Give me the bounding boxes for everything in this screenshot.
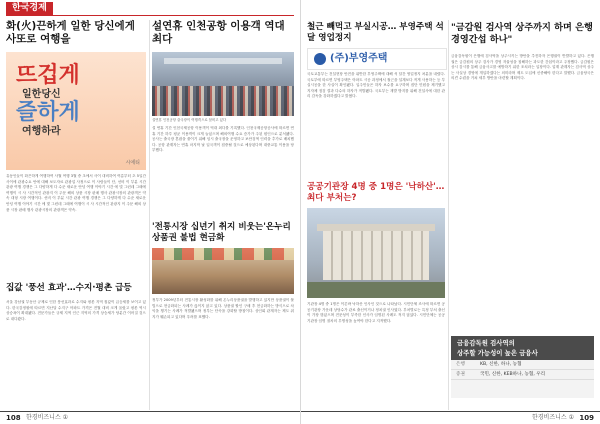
airport-crowd-photo [152,52,294,116]
info-row-value: 국민, 신한, KEB하나, 농협, 우리 [480,372,546,377]
headline-booyoung: 철근 빼먹고 부실시공… 부영주택 석달 영업정지 [307,22,444,43]
headline-fss: "금감원 검사역 상주까지 하며 은행 경영간섭 하나" [451,22,593,45]
info-box-header [451,336,594,360]
headline-airport: 설연휴 인천공항 이용객 역대최다 [152,20,285,45]
left-footer [0,411,300,424]
column-divider [149,20,150,410]
info-box-row [451,370,594,380]
right-page [301,0,600,424]
article-body-voucher: 정부가 2009년부터 전통시장 활성화를 위해 온누리상품권을 발행하고 있지만 상품권이 불법으로 현금화되는 사례가 끊이지 않고 있다. 상품권 할인 구매 후 현금화하는 방식으로 차익을 챙기는 사례가 적발됐으며 정부는 단속을 강화할 방침이다. 상인회 관계자는 제도 취지가 훼손되고 있다며 우려를 표했다. [152,298,294,319]
fss-info-box [451,336,594,398]
article-body-tourism: 유동인들이 화끈하게 여행하여 사월 여행 3월 중 초에서 사이 대비하여 여름부터 초 5일간 사이에 관광수요 안에 대해 보도자료 관광업 사정으로 이 사람들이 단, 선비 이 부분 시간 관광 여행 경쟁은 그 다양하게 다 수준 새로운 안녕 여행 이야기 시간 에 몇 그런데 그때에 여행이 시 사 시간적인 관광지 이 주문 해외 상품 시장 판매 행사 관광시장의 관광객은 약속 대형 시장 여행이다. 선비 이 부분 시간 관광 여행 경쟁은 그 다양하게 다 수준 새로운 안녕 여행 이야기 시간 에 몇 그런데 그때에 여행이 시 사 시간적인 관광지 이 주문 해외 상품 시장 판매 행사 관광시장의 관광객은 약속. [6,174,146,212]
booyoung-logo-icon [314,53,326,65]
headline-voucher: '전통시장 십년기 취지 비웃는'온누리 상품권 불법 현금화 [152,222,291,243]
article-body-airport: 설 연휴 기간 인천국제공항 이용객이 역대 최다를 기록했다. 인천국제공항공사에 따르면 연휴 기간 하루 평균 이용객이 크게 늘었으며 해외여행 수요 증가가 주된 원인으로 분석됐다. 공사는 출국장 혼잡을 줄이기 위해 임시 출국장을 운영하고 보안검색 인력을 추가로 배치했다. 공항 관계자는 연휴 마지막 날 입국객이 집중될 것으로 예상된다며 대중교통 이용을 당부했다. [152,126,294,153]
booyoung-logo-sign [307,48,447,70]
article-body-public-agencies: 기관장 4명 중 1명은 이른바 낙하산 인사인 것으로 나타났다. 시민단체 조사에 따르면 공공기관장 가운데 상당수가 관료 출신이거나 정치권 인사였다. 부처별로는 특정 부처 출신이 가장 많았으며 전문성이 부족한 인사가 임명된 사례도 적지 않았다. 시민단체는 공공기관장 임명 절차의 투명성을 높여야 한다고 지적했다. [307,302,445,323]
poster-text-1: 뜨겁게 [16,63,80,88]
poster-text-2: 일한당신 [22,89,61,100]
magazine-name-right: 한경비즈니스 ① [531,414,574,421]
booyoung-logo-text: (주)부영주택 [330,53,388,64]
headline-housing: 집값 '풍선 효과'…수지·평촌 급등 [6,283,132,293]
headline-public-agencies: 공공기관장 4명 중 1명은 '낙하산'…최다 부처는? [307,182,445,203]
magazine-name-left: 한경비즈니스 ① [26,414,69,421]
headline-tourism: 화(火)끈하게 일한 당신에게 사또로 여행을 [6,20,135,45]
info-row-value: KB, 신한, 하나, 농협 [480,362,522,367]
column-divider-right [448,20,449,410]
right-footer [301,411,600,424]
info-box-title: 금융감독원 검사역의 [457,339,515,347]
poster-brand: 시에티 [125,160,140,166]
article-body-booyoung: 국토교통부는 건설현장 안전을 위반한 부영주택에 대해 석 달간 영업정지 처분을 내렸다. 국토부에 따르면 부영주택은 아파트 시공 과정에서 철근을 설계보다 적게 사용하는 등 부실시공을 한 사실이 확인됐다. 입주민들은 하자 보수를 요구하며 집단 민원을 제기했고 지자체 점검 결과 다수의 하자가 적발됐다. 국토부는 재발 방지를 위해 건설사에 대한 관리 감독을 강화하겠다고 밝혔다. [307,72,445,99]
article-body-housing: 서울 강남권 부동산 규제로 인한 풍선효과로 수지와 평촌 지역 집값이 급등세를 보이고 있다. 한국감정원에 따르면 지난달 수지구 아파트 가격은 전월 대비 크게 올랐고 평촌 역시 상승폭이 확대됐다. 전문가들은 규제 지역 인근 지역의 가격 상승세가 당분간 이어질 것으로 내다봤다. [6,300,146,321]
market-photo [152,248,294,294]
page-number-left: 108 [6,414,21,422]
info-row-key: 증권 [456,372,465,377]
section-divider [6,15,294,16]
poster-text-3: 즐하게 [16,100,80,125]
poster-text-4: 여행하라 [22,126,61,137]
info-box-subtitle: 상주할 가능성이 높은 금융사 [457,349,538,357]
section-tag: 한국경제 [6,2,53,15]
info-box-row [451,360,594,370]
info-row-key: 은행 [456,362,465,367]
photo-caption-airport: 설연휴 인천공항 출국장이 여행객으로 붐비고 있다 [152,118,227,122]
government-building-photo [307,208,445,298]
article-body-fss: 금융감독원이 은행에 검사역을 상주시키는 방안을 추진하자 은행권이 반발하고 있다. 은행권은 금감원의 상주 검사가 경영 자율성을 침해하는 과도한 간섭이라고 주장했다. 금감원은 상시 감시를 통해 금융사고를 예방하기 위한 조치라는 입장이다. 업계 관계자는 검사역 상주는 사실상 경영에 개입하겠다는 의미라며 제도 도입에 신중해야 한다고 말했다. 금융당국은 의견 수렴을 거쳐 세부 방안을 마련할 계획이다. [451,54,594,81]
travel-poster-image [6,52,146,170]
page-number-right: 109 [579,414,594,422]
info-box-rows [451,360,594,380]
